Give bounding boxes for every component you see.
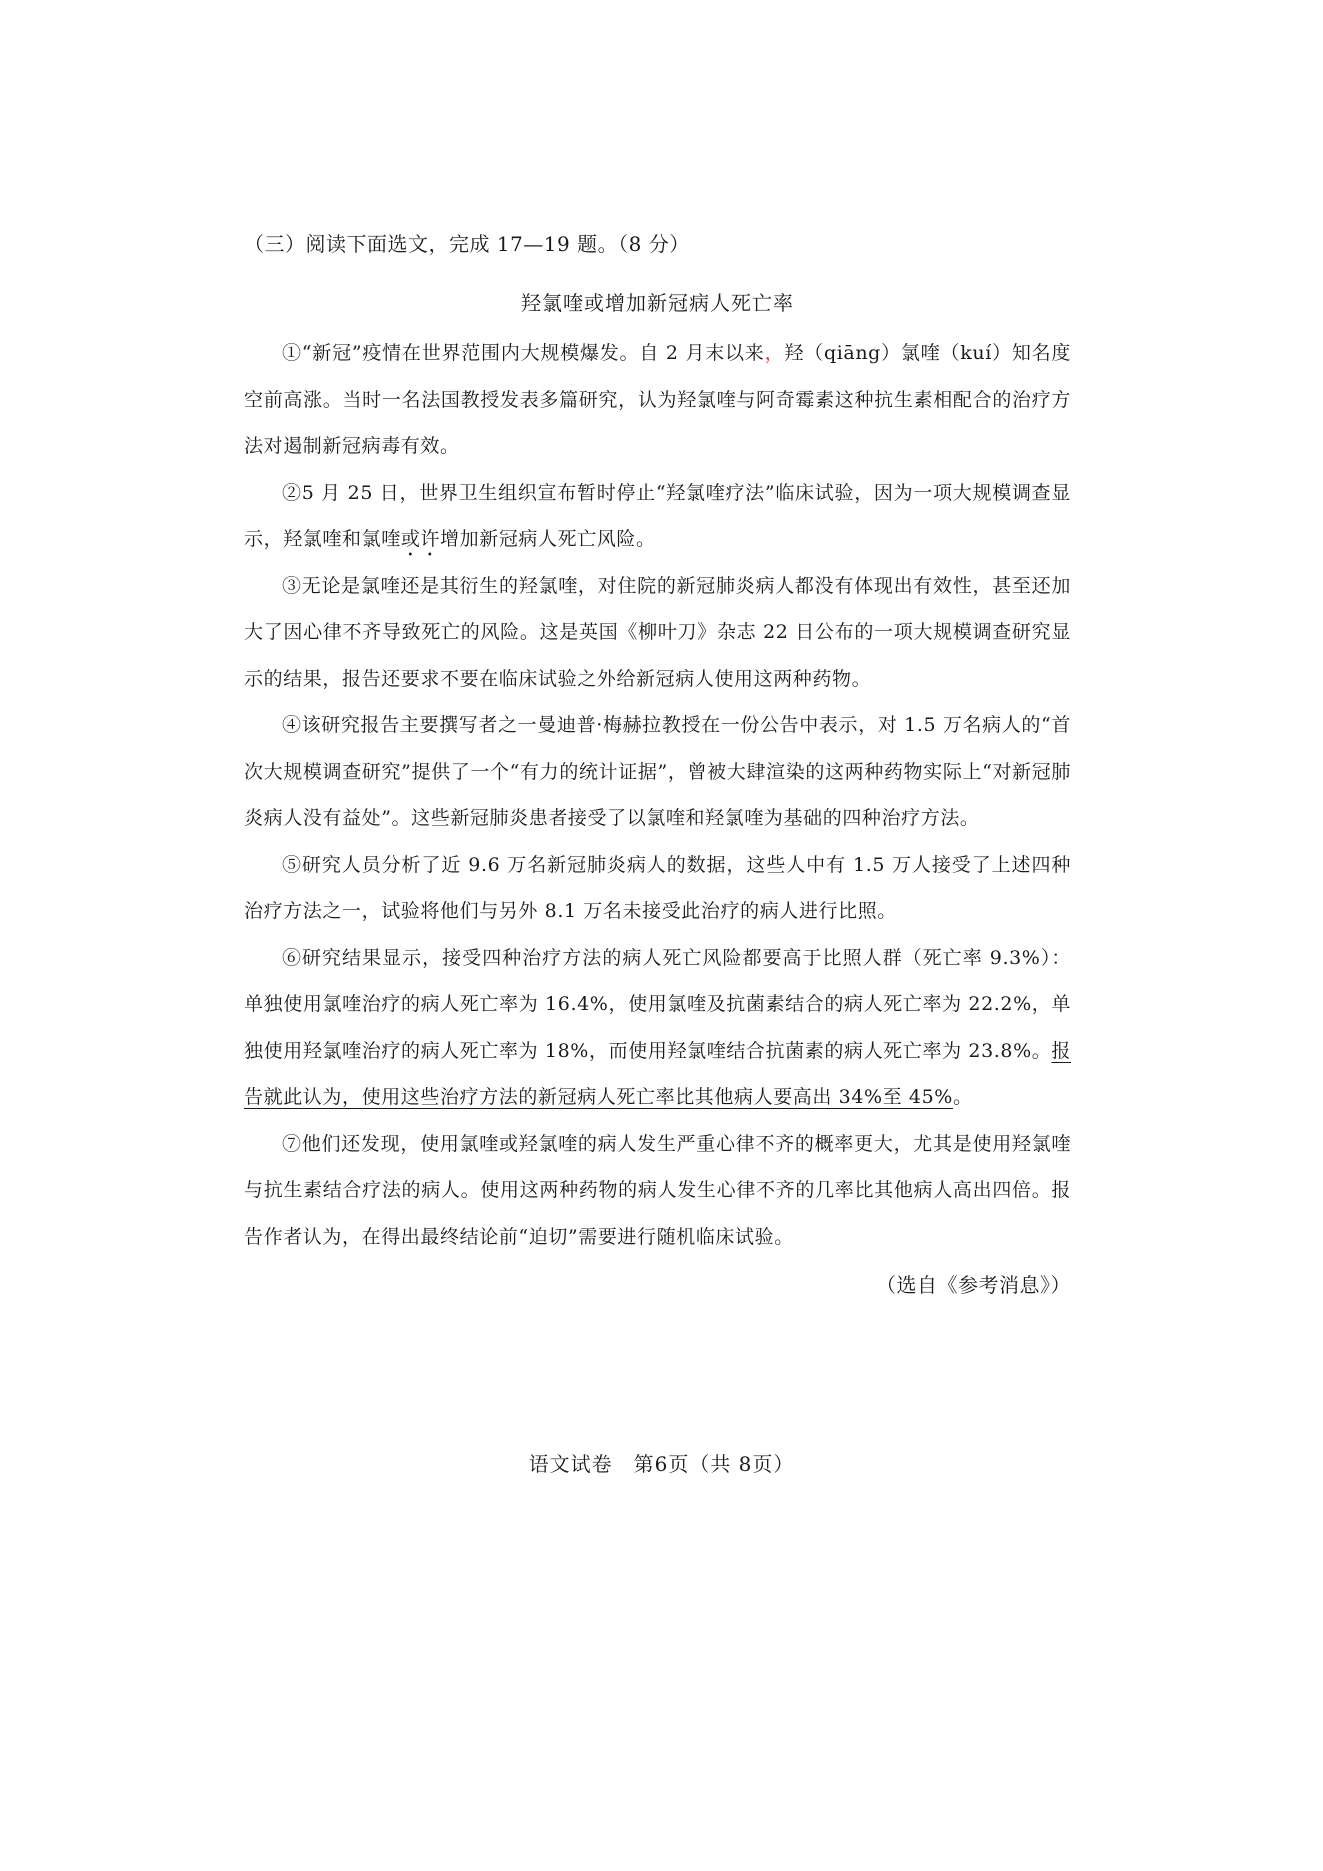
paragraph-2-text-a: ②5 月 25 日，世界卫生组织宣布暂时停止“羟氯喹疗法”临床试验，因为一项大规模调查显示，羟氯喹和氯喹	[244, 481, 1071, 550]
red-comma-mark: ，	[764, 342, 785, 364]
source-citation: （选自《参考消息》）	[876, 1273, 1071, 1297]
underlined-sentence: 报告就此认为，使用这些治疗方法的新冠病人死亡率比其他病人要高出 34%至 45%	[244, 1039, 1071, 1108]
paragraph-1-text-a: ①“新冠”疫情在世界范围内大规模爆发。自 2 月末以来	[282, 342, 765, 364]
section-heading: （三）阅读下面选文，完成 17—19 题。（8 分）	[244, 232, 690, 256]
paragraph-5: ⑤研究人员分析了近 9.6 万名新冠肺炎病人的数据，这些人中有 1.5 万人接受了上述四种治疗方法之一，试验将他们与另外 8.1 万名未接受此治疗的病人进行比照。	[244, 853, 1071, 922]
paragraph-3: ③无论是氯喹还是其衍生的羟氯喹，对住院的新冠肺炎病人都没有体现出有效性，甚至还加大了因心律不齐导致死亡的风险。这是英国《柳叶刀》杂志 22 日公布的一项大规模调查研究显示的结果，报告还要求不要在临床试验之外给新冠病人使用这两种药物。	[244, 574, 1071, 690]
paragraph-4: ④该研究报告主要撰写者之一曼迪普·梅赫拉教授在一份公告中表示，对 1.5 万名病人的“首次大规模调查研究”提供了一个“有力的统计证据”，曾被大肆渲染的这两种药物实际上“对新冠肺炎病人没有益处”。这些新冠肺炎患者接受了以氯喹和羟氯喹为基础的四种治疗方法。	[244, 714, 1071, 829]
paragraph-2-text-b: 增加新冠病人死亡风险。	[440, 528, 656, 550]
article-body	[244, 330, 1071, 1260]
paragraph-7: ⑦他们还发现，使用氯喹或羟氯喹的病人发生严重心律不齐的概率更大，尤其是使用羟氯喹与抗生素结合疗法的病人。使用这两种药物的病人发生心律不齐的几率比其他病人高出四倍。报告作者认为，在得出最终结论前“迫切”需要进行随机临床试验。	[244, 1132, 1071, 1248]
page-footer: 语文试卷 第6页（共 8页）	[528, 1452, 795, 1476]
emphasized-word: 或许	[400, 528, 441, 550]
paragraph-1	[244, 330, 1071, 470]
article-title: 羟氯喹或增加新冠病人死亡率	[521, 291, 794, 315]
paragraph-6-text-b: 。	[952, 1086, 973, 1108]
paragraph-6-text-a: ⑥研究结果显示，接受四种治疗方法的病人死亡风险都要高于比照人群（死亡率 9.3%）：单独使用氯喹治疗的病人死亡率为 16.4%，使用氯喹及抗菌素结合的病人死亡率为 22.2%，单独使用羟氯喹治疗的病人死亡率为 18%，而使用羟氯喹结合抗菌素的病人死亡率为 23.8%。	[244, 946, 1071, 1062]
paragraph-2	[244, 470, 1071, 563]
paragraph-1-text-b: 羟（qiāng）氯喹（kuí）知名度空前高涨。当时一名法国教授发表多篇研究，认为羟氯喹与阿奇霉素这种抗生素相配合的治疗方法对遏制新冠病毒有效。	[244, 342, 1072, 457]
reading-passage	[244, 226, 1071, 1308]
paragraph-6	[244, 935, 1071, 1121]
